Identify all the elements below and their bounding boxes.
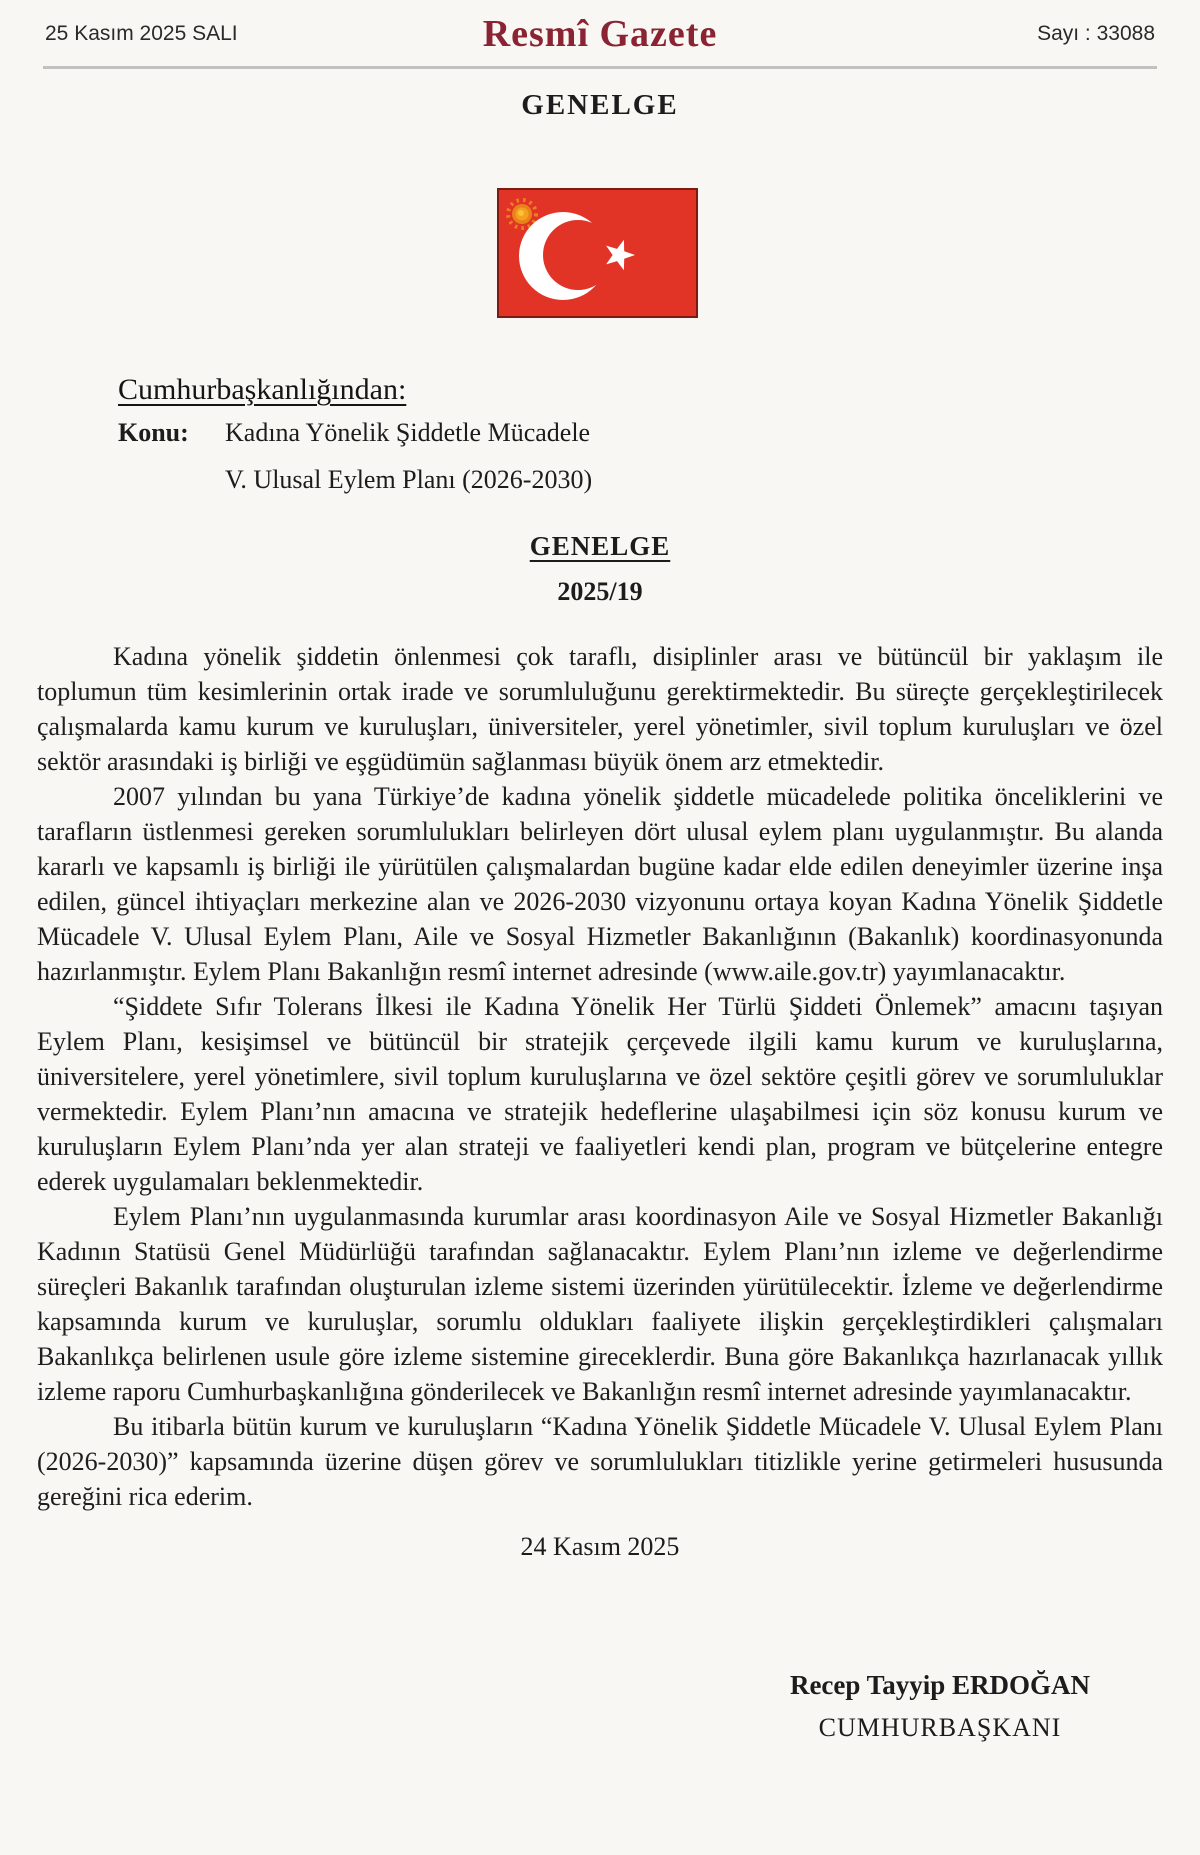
subject-label: Konu: xyxy=(118,418,189,447)
circular-title: GENELGE xyxy=(529,531,671,561)
circular-number: 2025/19 xyxy=(557,577,643,606)
gazette-title: Resmî Gazete xyxy=(482,13,718,55)
subject-line1 xyxy=(118,416,1163,450)
gazette-issue-number: Sayı : 33088 xyxy=(1037,22,1155,45)
signatory-title: CUMHURBAŞKANI xyxy=(818,1713,1062,1742)
subject-text-line2: V. Ulusal Eylem Planı (2026-2030) xyxy=(225,465,593,494)
subject-text-line1: Kadına Yönelik Şiddetle Mücadele xyxy=(225,418,591,447)
signature-date: 24 Kasım 2025 xyxy=(520,1532,680,1561)
paragraph-1: Kadına yönelik şiddetin önlenmesi çok taraflı, disiplinler arası ve bütüncül bir yaklaşım ile toplumun tüm kesimlerinin ortak irade ve sorumluluğunu gerektirmektedir. Bu süreçte gerçekleştirilecek çalışmalarda kamu kurum ve kuruluşları, üniversiteler, yerel yönetimler, sivil toplum kuruluşları ve özel sektör arasındaki iş birliği ve eşgüdümün sağlanması büyük önem arz etmektedir. xyxy=(37,642,1163,776)
masthead xyxy=(37,12,1163,56)
issuing-authority: Cumhurbaşkanlığından: xyxy=(118,373,407,406)
signature-block xyxy=(790,1670,1090,1743)
paragraph-3: “Şiddete Sıfır Tolerans İlkesi ile Kadına Yönelik Her Türlü Şiddeti Önlemek” amacını taşıyan Eylem Planı, kesişimsel ve bütüncül bir stratejik çerçevede ilgili kamu kurum ve kuruluşlarına, üniversitelere, yerel yönetimlere, sivil toplum kuruluşlarına ve özel sektöre çeşitli görev ve sorumluluklar vermektedir. Eylem Planı’nın amacına ve stratejik hedeflerine ulaşabilmesi için söz konusu kurum ve kuruluşların Eylem Planı’nda yer alan strateji ve faaliyetleri kendi plan, program ve bütçelerine entegre ederek uygulamaları beklenmektedir. xyxy=(37,992,1163,1196)
paragraph-2: 2007 yılından bu yana Türkiye’de kadına yönelik şiddetle mücadelede politika önceliklerini ve tarafların üstlenmesi gereken sorumlulukları belirleyen dört ulusal eylem planı uygulanmıştır. Bu alanda kararlı ve kapsamlı iş birliği ile yürütülen çalışmalardan bugüne kadar elde edilen deneyimler üzerine inşa edilen, güncel ihtiyaçları merkezine alan ve 2026-2030 vizyonunu ortaya koyan Kadına Yönelik Şiddetle Mücadele V. Ulusal Eylem Planı, Aile ve Sosyal Hizmetler Bakanlığının (Bakanlık) koordinasyonunda hazırlanmıştır. Eylem Planı Bakanlığın resmî internet adresinde (www.aile.gov.tr) yayımlanacaktır. xyxy=(37,782,1163,986)
signatory-name: Recep Tayyip ERDOĞAN xyxy=(789,1670,1090,1700)
paragraph-4: Eylem Planı’nın uygulanmasında kurumlar arası koordinasyon Aile ve Sosyal Hizmetler Bakanlığı Kadının Statüsü Genel Müdürlüğü tarafından sağlanacaktır. Eylem Planı’nın izleme ve değerlendirme süreçleri Bakanlık tarafından oluşturulan izleme sistemi üzerinden yürütülecektir. İzleme ve değerlendirme kapsamında kurum ve kuruluşlar, sorumlu oldukları faaliyete ilişkin gerçekleştirdikleri çalışmaları Bakanlıkça belirlenen usule göre izleme sistemine gireceklerdir. Buna göre Bakanlıkça hazırlanacak yıllık izleme raporu Cumhurbaşkanlığına gönderilecek ve Bakanlığın resmî internet adresinde yayımlanacaktır. xyxy=(37,1202,1163,1406)
circular-body xyxy=(37,639,1163,1514)
turkish-flag xyxy=(497,188,698,318)
section-title: GENELGE xyxy=(521,89,679,121)
gazette-date: 25 Kasım 2025 SALI xyxy=(45,22,238,45)
paragraph-5: Bu itibarla bütün kurum ve kuruluşların “Kadına Yönelik Şiddetle Mücadele V. Ulusal Eylem Planı (2026-2030)” kapsamında üzerine düşen görev ve sorumlulukları titizlikle yerine getirmeleri hususunda gereğini rica ederim. xyxy=(37,1412,1163,1511)
masthead-divider xyxy=(43,66,1157,69)
subject-block xyxy=(118,416,1163,497)
